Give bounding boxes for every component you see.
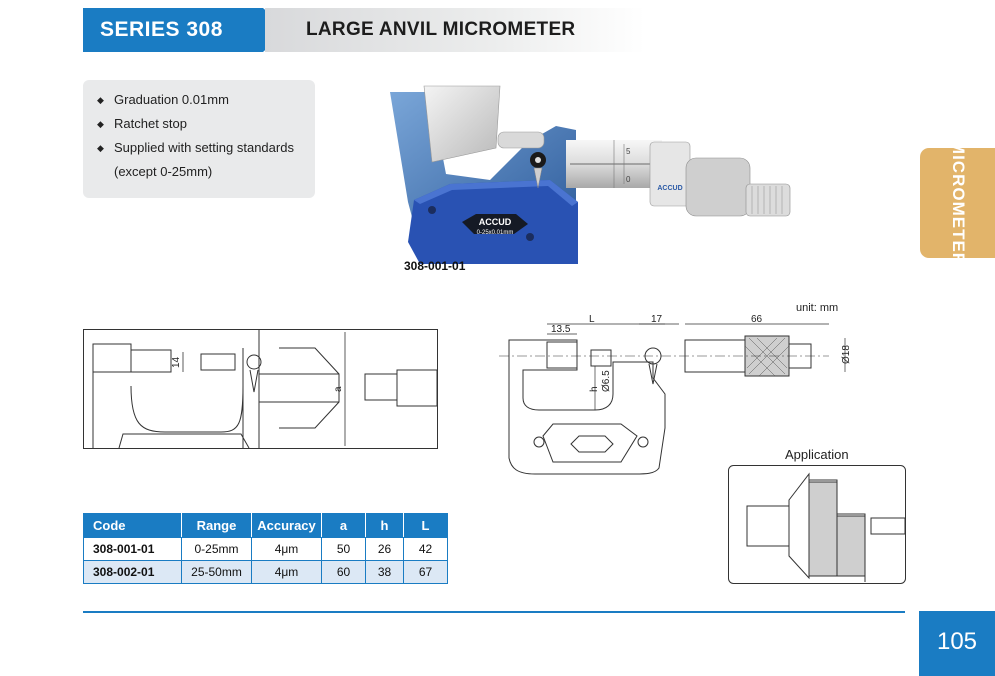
base-brand: ACCUD	[478, 217, 512, 227]
col-header-code: Code	[84, 514, 182, 538]
col-header-h: h	[366, 514, 404, 538]
base-range-marking: 0-25x0.01mm	[476, 230, 514, 236]
svg-text:5: 5	[626, 147, 631, 156]
dim-diameter-18: Ø18	[841, 345, 852, 364]
svg-text:0: 0	[626, 175, 631, 184]
cell-h: 26	[366, 538, 404, 561]
feature-item: ◆ Graduation 0.01mm	[97, 88, 315, 112]
dim-h-left: 14	[171, 356, 182, 368]
cell-range: 25-50mm	[182, 561, 252, 584]
section-tab-label-wrap	[920, 139, 995, 267]
col-header-accuracy: Accuracy	[252, 514, 322, 538]
feature-item-continued: (except 0-25mm)	[114, 164, 213, 179]
section-tab-label: MICROMETER	[948, 139, 968, 267]
dim-a: a	[333, 386, 344, 392]
dim-h: h	[589, 386, 600, 392]
spec-table	[83, 513, 448, 584]
front-side-view-drawing	[83, 328, 439, 450]
series-label: SERIES 308	[100, 18, 223, 41]
table-row	[84, 538, 448, 561]
dim-L: L	[589, 314, 595, 325]
micrometer-product-image	[380, 82, 800, 274]
bullet-icon: ◆	[97, 143, 104, 153]
cell-a: 60	[322, 561, 366, 584]
dim-13-5: 13.5	[551, 324, 571, 335]
footer-rule	[83, 611, 905, 613]
feature-list	[83, 80, 315, 198]
dim-17: 17	[651, 314, 663, 325]
cell-L: 42	[404, 538, 448, 561]
feature-item: ◆ Ratchet stop	[97, 112, 315, 136]
table-row	[84, 561, 448, 584]
col-header-L: L	[404, 514, 448, 538]
application-drawing	[725, 462, 907, 586]
thimble-brand: ACCUD	[657, 185, 683, 192]
cell-accuracy: 4μm	[252, 538, 322, 561]
cell-accuracy: 4μm	[252, 561, 322, 584]
bullet-icon: ◆	[97, 119, 104, 129]
cell-h: 38	[366, 561, 404, 584]
col-header-a: a	[322, 514, 366, 538]
table-header-row	[84, 514, 448, 538]
cell-code: 308-001-01	[84, 538, 182, 561]
dim-diameter-6-5: Ø6.5	[601, 370, 612, 392]
col-header-range: Range	[182, 514, 252, 538]
cell-code: 308-002-01	[84, 561, 182, 584]
application-title: Application	[785, 447, 849, 462]
product-title: LARGE ANVIL MICROMETER	[306, 19, 576, 40]
bullet-icon: ◆	[97, 95, 104, 105]
cell-range: 0-25mm	[182, 538, 252, 561]
cell-a: 50	[322, 538, 366, 561]
cell-L: 67	[404, 561, 448, 584]
product-image-caption: 308-001-01	[404, 259, 466, 273]
dim-66: 66	[751, 314, 763, 325]
unit-label: unit: mm	[796, 302, 839, 314]
feature-item: ◆ Supplied with setting standards	[97, 136, 315, 160]
page-number: 105	[936, 628, 978, 655]
